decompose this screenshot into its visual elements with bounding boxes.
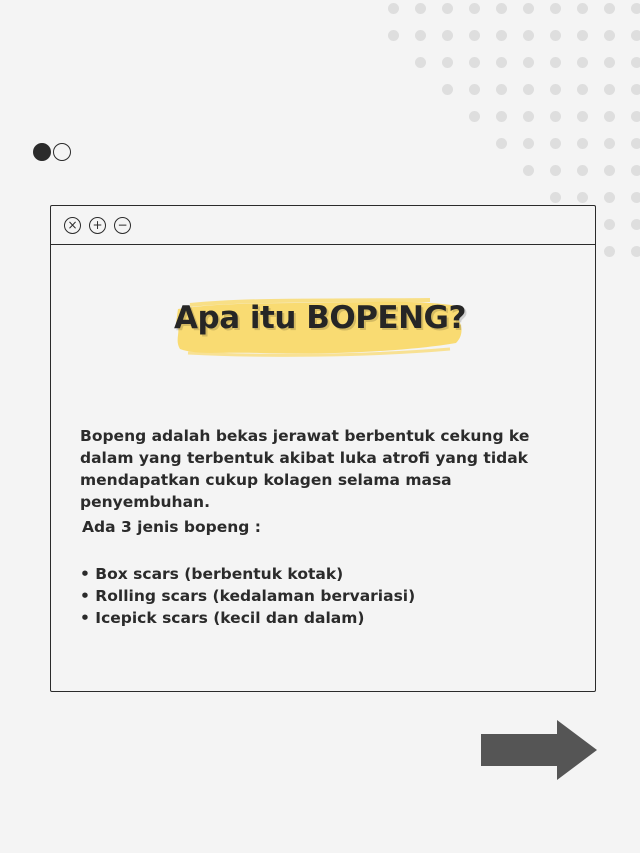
pattern-dot: [550, 192, 561, 203]
types-list: [80, 563, 415, 629]
active-dot: [33, 143, 51, 161]
pattern-dot: [496, 138, 507, 149]
pattern-dot: [604, 192, 615, 203]
pattern-dot: [631, 3, 640, 14]
pattern-dot: [388, 30, 399, 41]
pattern-dot: [631, 165, 640, 176]
pattern-dot: [523, 30, 534, 41]
pattern-dot: [577, 84, 588, 95]
pattern-dot: [604, 57, 615, 68]
list-item: • Icepick scars (kecil dan dalam): [80, 609, 365, 627]
pattern-dot: [523, 57, 534, 68]
pattern-dot: [442, 57, 453, 68]
pattern-dot: [550, 138, 561, 149]
pattern-dot: [496, 3, 507, 14]
pattern-dot: [442, 30, 453, 41]
pattern-dot: [550, 84, 561, 95]
pattern-dot: [577, 192, 588, 203]
list-item: • Rolling scars (kedalaman bervariasi): [80, 587, 416, 605]
list-item: • Box scars (berbentuk kotak): [80, 565, 344, 583]
pattern-dot: [415, 57, 426, 68]
pattern-dot: [577, 165, 588, 176]
pattern-dot: [631, 219, 640, 230]
pattern-dot: [550, 57, 561, 68]
pattern-dot: [442, 3, 453, 14]
pattern-dot: [631, 84, 640, 95]
pattern-dot: [631, 246, 640, 257]
pattern-dot: [550, 3, 561, 14]
pattern-dot: [631, 57, 640, 68]
pattern-dot: [496, 84, 507, 95]
pattern-dot: [415, 30, 426, 41]
pattern-dot: [550, 111, 561, 122]
pattern-dot: [469, 57, 480, 68]
pattern-dot: [604, 165, 615, 176]
description-paragraph: Bopeng adalah bekas jerawat berbentuk cekung ke dalam yang terbentuk akibat luka atrofi yang tidak mendapatkan cukup kolagen selama masa penyembuhan.: [80, 427, 530, 511]
pattern-dot: [604, 219, 615, 230]
pattern-dot: [469, 111, 480, 122]
pattern-dot: [523, 111, 534, 122]
pattern-dot: [550, 30, 561, 41]
pattern-dot: [577, 138, 588, 149]
pattern-dot: [631, 192, 640, 203]
pattern-dot: [631, 30, 640, 41]
pattern-dot: [604, 84, 615, 95]
pattern-dot: [577, 30, 588, 41]
pattern-dot: [469, 30, 480, 41]
pattern-dot: [550, 165, 561, 176]
pattern-dot: [604, 3, 615, 14]
pattern-dot: [496, 57, 507, 68]
pattern-dot: [496, 30, 507, 41]
pattern-dot: [577, 3, 588, 14]
pattern-dot: [631, 111, 640, 122]
close-icon[interactable]: ×: [64, 217, 81, 234]
pattern-dot: [523, 3, 534, 14]
page-title: Apa itu BOPENG?: [174, 300, 466, 336]
pattern-dot: [388, 3, 399, 14]
inactive-dot: [53, 143, 71, 161]
pattern-dot: [469, 84, 480, 95]
right-arrow-icon[interactable]: [481, 720, 597, 780]
window-titlebar: [51, 206, 595, 245]
pattern-dot: [577, 111, 588, 122]
minimize-icon[interactable]: −: [114, 217, 131, 234]
pattern-dot: [604, 138, 615, 149]
pattern-dot: [523, 138, 534, 149]
pattern-dot: [604, 111, 615, 122]
types-heading: Ada 3 jenis bopeng :: [82, 518, 261, 536]
pattern-dot: [604, 30, 615, 41]
pattern-dot: [496, 111, 507, 122]
pattern-dot: [442, 84, 453, 95]
pattern-dot: [577, 57, 588, 68]
add-icon[interactable]: +: [89, 217, 106, 234]
pagination-dots-icon: [33, 143, 71, 161]
pattern-dot: [469, 3, 480, 14]
pattern-dot: [523, 165, 534, 176]
pattern-dot: [604, 246, 615, 257]
pattern-dot: [631, 138, 640, 149]
pattern-dot: [415, 3, 426, 14]
pattern-dot: [523, 84, 534, 95]
